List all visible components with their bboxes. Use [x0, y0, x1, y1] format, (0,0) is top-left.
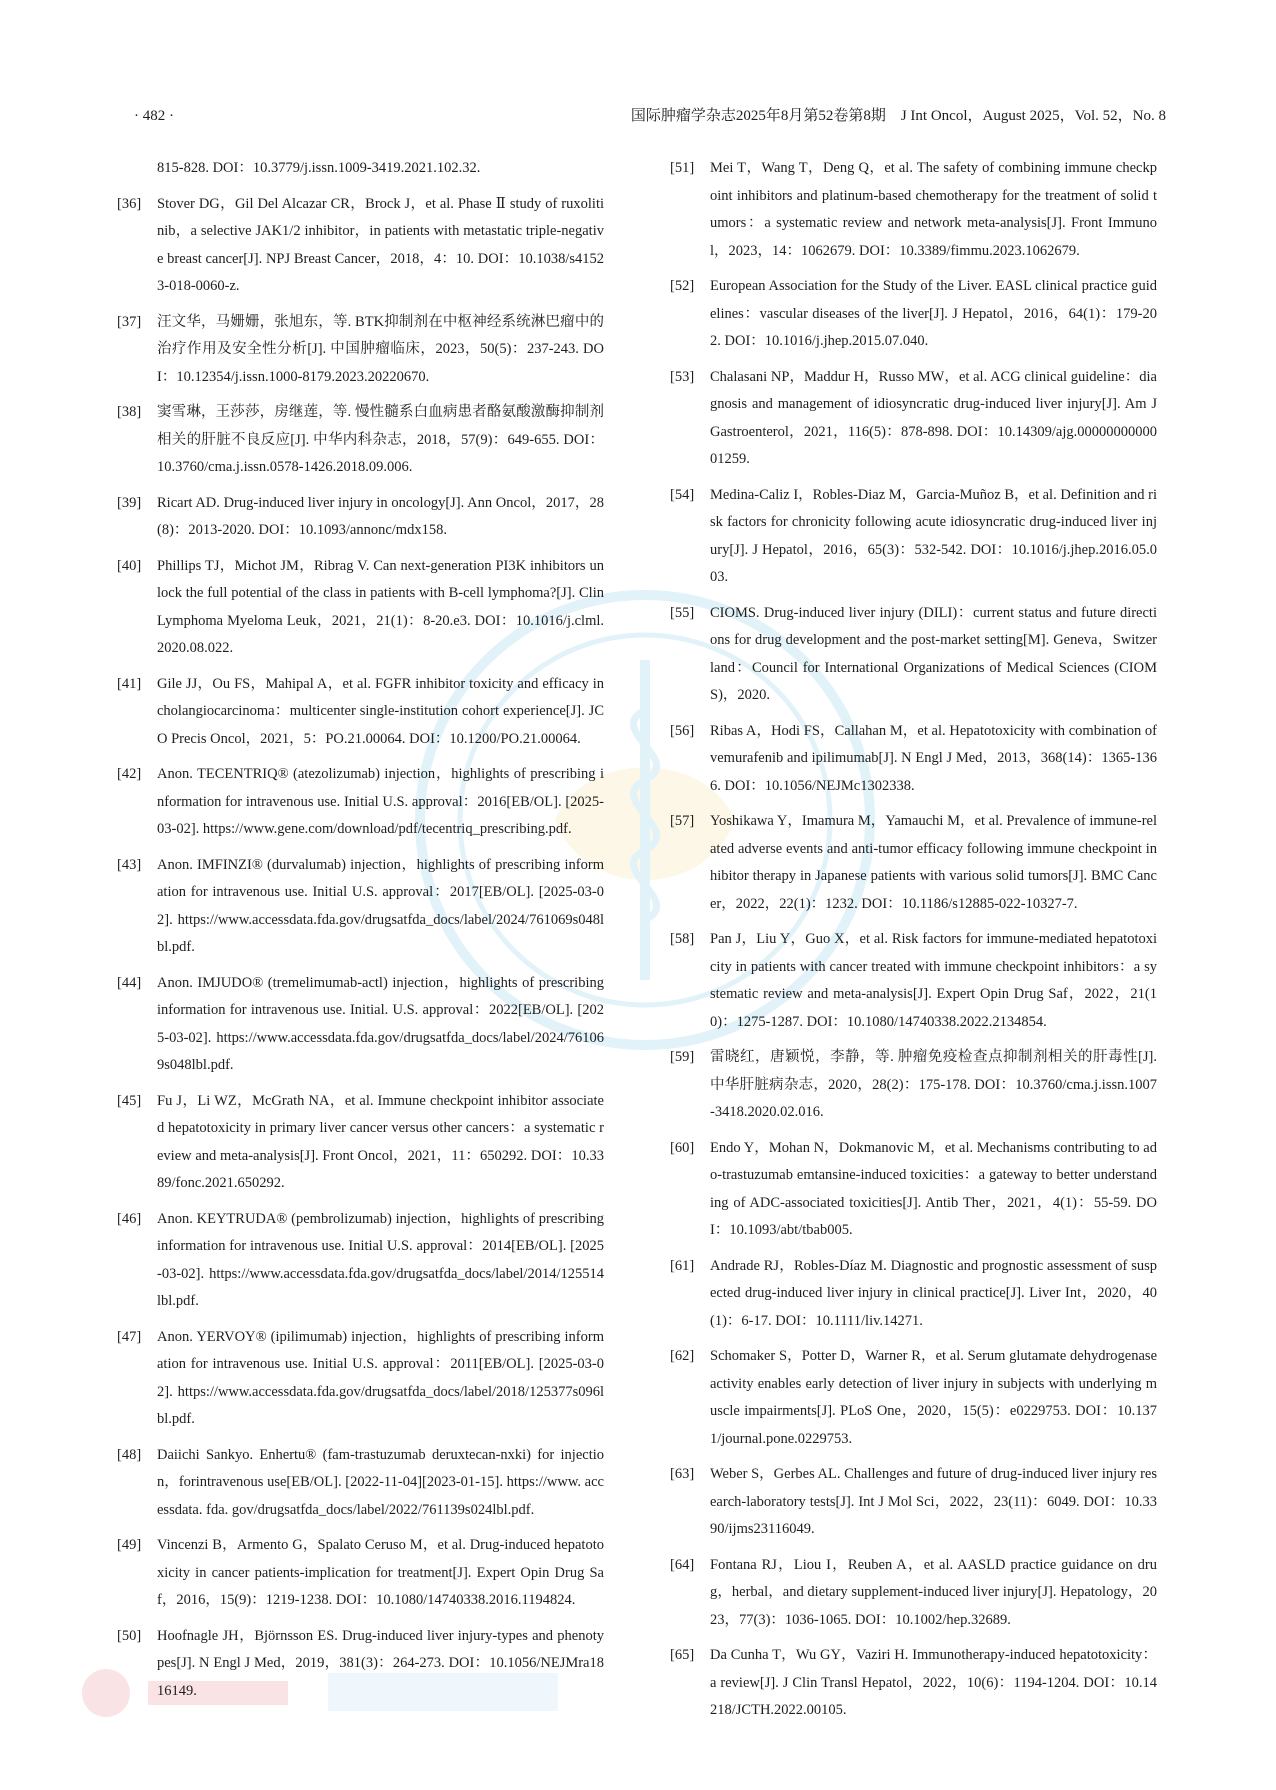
reference-entry	[670, 1642, 1157, 1725]
reference-text: European Association for the Study of the Liver. EASL clinical practice guidelines：vascular diseases of the liver[J]. J Hepatol，2016，64(1)：179-202. DOI：10.1016/j.jhep.2015.07.040.	[710, 278, 1157, 349]
reference-entry	[670, 1253, 1157, 1336]
reference-entry	[117, 1442, 604, 1525]
reference-number: [51]	[670, 160, 695, 176]
reference-text: Phillips TJ，Michot JM，Ribrag V. Can next-generation PI3K inhibitors unlock the full potential of the class in patients with B-cell lymphoma?[J]. Clin Lymphoma Myeloma Leuk，2021，21(1)：8-20.e3. DOI：10.1016/j.clml.2020.08.022.	[157, 557, 604, 656]
reference-entry	[670, 482, 1157, 592]
reference-text: Ribas A，Hodi FS，Callahan M，et al. Hepatotoxicity with combination of vemurafenib and ipilimumab[J]. N Engl J Med，2013，368(14)：1365-1366. DOI：10.1056/NEJMc1302338.	[710, 722, 1157, 794]
reference-text: 雷晓红，唐颖悦，李静，等. 肿瘤免疫检查点抑制剂相关的肝毒性[J]. 中华肝脏病杂志，2020，28(2)：175-178. DOI：10.3760/cma.j.issn.1007-3418.2020.02.016.	[710, 1049, 1157, 1120]
reference-entry	[670, 808, 1157, 918]
reference-entry	[670, 1135, 1157, 1245]
reference-text: Ricart AD. Drug-induced liver injury in oncology[J]. Ann Oncol，2017，28(8)：2013-2020. DOI：10.1093/annonc/mdx158.	[157, 494, 604, 538]
reference-text: Daiichi Sankyo. Enhertu® (fam-trastuzumab deruxtecan-nxki) for injection，forintravenous use[EB/OL]. [2022-11-04][2023-01-15]. https://www. accessdata. fda. gov/drugsatfda_docs/label/2022/761139s024lbl.pdf.	[157, 1446, 604, 1518]
reference-number: [42]	[117, 766, 142, 782]
reference-number: [38]	[117, 404, 142, 420]
reference-entry	[670, 155, 1157, 265]
reference-entry	[117, 309, 604, 392]
reference-entry	[117, 155, 604, 183]
reference-entry	[670, 364, 1157, 474]
reference-entry	[117, 490, 604, 545]
reference-entry	[117, 553, 604, 663]
reference-entry	[117, 191, 604, 301]
reference-number: [45]	[117, 1092, 142, 1109]
reference-entry	[117, 1623, 604, 1706]
reference-entry	[117, 1532, 604, 1615]
reference-number: [43]	[117, 856, 142, 873]
reference-number: [63]	[670, 1466, 695, 1482]
reference-number: [40]	[117, 557, 142, 574]
reference-text: Endo Y，Mohan N，Dokmanovic M，et al. Mechanisms contributing to ado-trastuzumab emtansine-induced toxicities：a gateway to better understanding of ADC-associated toxicities[J]. Antib Ther，2021，4(1)：55-59. DOI：10.1093/abt/tbab005.	[710, 1139, 1157, 1238]
reference-text: Fu J，Li WZ，McGrath NA，et al. Immune checkpoint inhibitor associated hepatotoxicity in primary liver cancer versus other cancers：a systematic review and meta-analysis[J]. Front Oncol，2021，11：650292. DOI：10.3389/fonc.2021.650292.	[157, 1092, 604, 1191]
reference-text: 汪文华，马姗姗，张旭东，等. BTK抑制剂在中枢神经系统淋巴瘤中的治疗作用及安全性分析[J]. 中国肿瘤临床，2023，50(5)：237-243. DOI：10.12354/j.issn.1000-8179.2023.20220670.	[157, 313, 604, 385]
reference-text: Vincenzi B，Armento G，Spalato Ceruso M，et al. Drug-induced hepatotoxicity in cancer patients-implication for treatment[J]. Expert Opin Drug Saf，2016，15(9)：1219-1238. DOI：10.1080/14740338.2016.1194824.	[157, 1537, 604, 1608]
reference-number: [56]	[670, 722, 695, 739]
references-left-column	[117, 155, 604, 1713]
reference-entry	[117, 1206, 604, 1316]
reference-entry	[670, 926, 1157, 1036]
reference-number: [39]	[117, 494, 142, 511]
reference-entry	[117, 761, 604, 844]
reference-number: [58]	[670, 931, 695, 947]
reference-text: Anon. IMFINZI® (durvalumab) injection，highlights of prescribing information for intravenous use. Initial U.S. approval：2017[EB/OL]. [2025-03-02]. https://www.accessdata.fda.gov/drugsatfda_docs/label/2024/761069s048lbl.pdf.	[157, 856, 604, 955]
reference-entry	[117, 1088, 604, 1198]
reference-number: [49]	[117, 1537, 142, 1553]
reference-number: [55]	[670, 604, 695, 621]
reference-text: Schomaker S，Potter D，Warner R，et al. Serum glutamate dehydrogenase activity enables early detection of liver injury in subjects with underlying muscle impairments[J]. PLoS One，2020，15(5)：e0229753. DOI：10.1371/journal.pone.0229753.	[710, 1348, 1157, 1447]
references-right-column	[670, 155, 1157, 1733]
reference-entry	[670, 1461, 1157, 1544]
reference-text: Medina-Caliz I，Robles-Diaz M，Garcia-Muñoz B，et al. Definition and risk factors for chronicity following acute idiosyncratic drug-induced liver injury[J]. J Hepatol，2016，65(3)：532-542. DOI：10.1016/j.jhep.2016.05.003.	[710, 486, 1157, 585]
reference-text: Anon. IMJUDO® (tremelimumab-actl) injection，highlights of prescribing information for intravenous use. Initial. U.S. approval：2022[EB/OL]. [2025-03-02]. https://www.accessdata.fda.gov/drugsatfda_docs/label/2024/761069s048lbl.pdf.	[157, 974, 604, 1073]
reference-text: Gile JJ，Ou FS，Mahipal A，et al. FGFR inhibitor toxicity and efficacy in cholangiocarcinoma：multicenter single-institution cohort experience[J]. JCO Precis Oncol，2021，5：PO.21.00064. DOI：10.1200/PO.21.00064.	[157, 675, 604, 747]
reference-number: [44]	[117, 974, 142, 991]
reference-entry	[117, 671, 604, 754]
reference-text: Mei T，Wang T，Deng Q，et al. The safety of combining immune checkpoint inhibitors and platinum-based chemotherapy for the treatment of solid tumors：a systematic review and network meta-analysis[J]. Front Immunol，2023，14：1062679. DOI：10.3389/fimmu.2023.1062679.	[710, 160, 1157, 259]
reference-number: [46]	[117, 1210, 142, 1227]
reference-number: [59]	[670, 1049, 695, 1065]
reference-text: Fontana RJ，Liou I，Reuben A，et al. AASLD practice guidance on drug，herbal，and dietary supplement-induced liver injury[J]. Hepatology，2023，77(3)：1036-1065. DOI：10.1002/hep.32689.	[710, 1556, 1157, 1628]
reference-entry	[670, 1044, 1157, 1127]
reference-text: Stover DG，Gil Del Alcazar CR，Brock J，et al. Phase Ⅱ study of ruxolitinib，a selective JAK1/2 inhibitor，in patients with metastatic triple-negative breast cancer[J]. NPJ Breast Cancer，2018，4：10. DOI：10.1038/s41523-018-0060-z.	[157, 195, 604, 294]
reference-number: [61]	[670, 1257, 695, 1274]
reference-text: Pan J，Liu Y，Guo X，et al. Risk factors for immune-mediated hepatotoxicity in patients with cancer treated with immune checkpoint inhibitors：a systematic review and meta-analysis[J]. Expert Opin Drug Saf，2022，21(10)：1275-1287. DOI：10.1080/14740338.2022.2134854.	[710, 931, 1157, 1030]
reference-entry	[117, 970, 604, 1080]
reference-entry	[670, 1343, 1157, 1453]
reference-number: [57]	[670, 813, 695, 829]
reference-text: Hoofnagle JH，Björnsson ES. Drug-induced liver injury-types and phenotypes[J]. N Engl J Med，2019，381(3)：264-273. DOI：10.1056/NEJMra1816149.	[157, 1627, 604, 1699]
reference-entry	[670, 1552, 1157, 1635]
reference-number: [50]	[117, 1627, 142, 1644]
reference-number: [54]	[670, 486, 695, 503]
reference-number: [52]	[670, 278, 695, 294]
reference-number: [65]	[670, 1647, 695, 1663]
reference-number: [53]	[670, 368, 695, 385]
reference-number: [47]	[117, 1328, 142, 1345]
reference-number: [64]	[670, 1556, 695, 1573]
reference-entry	[670, 718, 1157, 801]
reference-number: [62]	[670, 1348, 695, 1364]
reference-text: 窦雪琳，王莎莎，房继莲，等. 慢性髓系白血病患者酪氨酸激酶抑制剂相关的肝脏不良反应[J]. 中华内科杂志，2018，57(9)：649-655. DOI：10.3760/cma.j.issn.0578-1426.2018.09.006.	[157, 404, 604, 475]
reference-number: [37]	[117, 313, 142, 330]
reference-entry	[117, 399, 604, 482]
reference-text: Andrade RJ，Robles-Díaz M. Diagnostic and prognostic assessment of suspected drug-induced liver injury in clinical practice[J]. Liver Int，2020，40(1)：6-17. DOI：10.1111/liv.14271.	[710, 1257, 1157, 1329]
journal-header: 国际肿瘤学杂志2025年8月第52卷第8期 J Int Oncol，August 2025，Vol. 52，No. 8	[630, 108, 1166, 124]
reference-text: Weber S，Gerbes AL. Challenges and future of drug-induced liver injury research-laboratory tests[J]. Int J Mol Sci，2022，23(11)：6049. DOI：10.3390/ijms23116049.	[710, 1466, 1157, 1537]
reference-entry	[117, 1324, 604, 1434]
reference-text: Anon. YERVOY® (ipilimumab) injection，highlights of prescribing information for intravenous use. Initial U.S. approval：2011[EB/OL]. [2025-03-02]. https://www.accessdata.fda.gov/drugsatfda_docs/label/2018/125377s096lbl.pdf.	[157, 1328, 604, 1427]
reference-number: [48]	[117, 1446, 142, 1463]
reference-text: 815-828. DOI：10.3779/j.issn.1009-3419.2021.102.32.	[157, 160, 481, 176]
reference-number: [60]	[670, 1139, 695, 1156]
reference-text: CIOMS. Drug-induced liver injury (DILI)：current status and future directions for drug development and the post-market setting[M]. Geneva，Switzerland：Council for International Organizations of Medical Sciences (CIOMS)，2020.	[710, 604, 1157, 703]
reference-text: Yoshikawa Y，Imamura M，Yamauchi M，et al. Prevalence of immune-related adverse events and anti-tumor efficacy following immune checkpoint inhibitor therapy in Japanese patients with various solid tumors[J]. BMC Cancer，2022，22(1)：1232. DOI：10.1186/s12885-022-10327-7.	[710, 813, 1157, 912]
page-number: · 482 ·	[134, 108, 174, 124]
reference-number: [41]	[117, 675, 142, 692]
reference-text: Chalasani NP，Maddur H，Russo MW，et al. ACG clinical guideline：diagnosis and management of idiosyncratic drug-induced liver injury[J]. Am J Gastroenterol，2021，116(5)：878-898. DOI：10.14309/ajg.0000000000001259.	[710, 368, 1157, 467]
reference-number: [36]	[117, 195, 142, 212]
reference-entry	[117, 852, 604, 962]
reference-text: Anon. TECENTRIQ® (atezolizumab) injection，highlights of prescribing information for intravenous use. Initial U.S. approval：2016[EB/OL]. [2025-03-02]. https://www.gene.com/download/pdf/tecentriq_prescribing.pdf.	[157, 766, 604, 837]
reference-text: Anon. KEYTRUDA® (pembrolizumab) injection，highlights of prescribing information for intravenous use. Initial U.S. approval：2014[EB/OL]. [2025-03-02]. https://www.accessdata.fda.gov/drugsatfda_docs/label/2014/125514lbl.pdf.	[157, 1210, 604, 1309]
reference-text: Da Cunha T，Wu GY，Vaziri H. Immunotherapy-induced hepatotoxicity：a review[J]. J Clin Transl Hepatol，2022，10(6)：1194-1204. DOI：10.14218/JCTH.2022.00105.	[710, 1647, 1157, 1718]
reference-entry	[670, 273, 1157, 356]
reference-entry	[670, 600, 1157, 710]
